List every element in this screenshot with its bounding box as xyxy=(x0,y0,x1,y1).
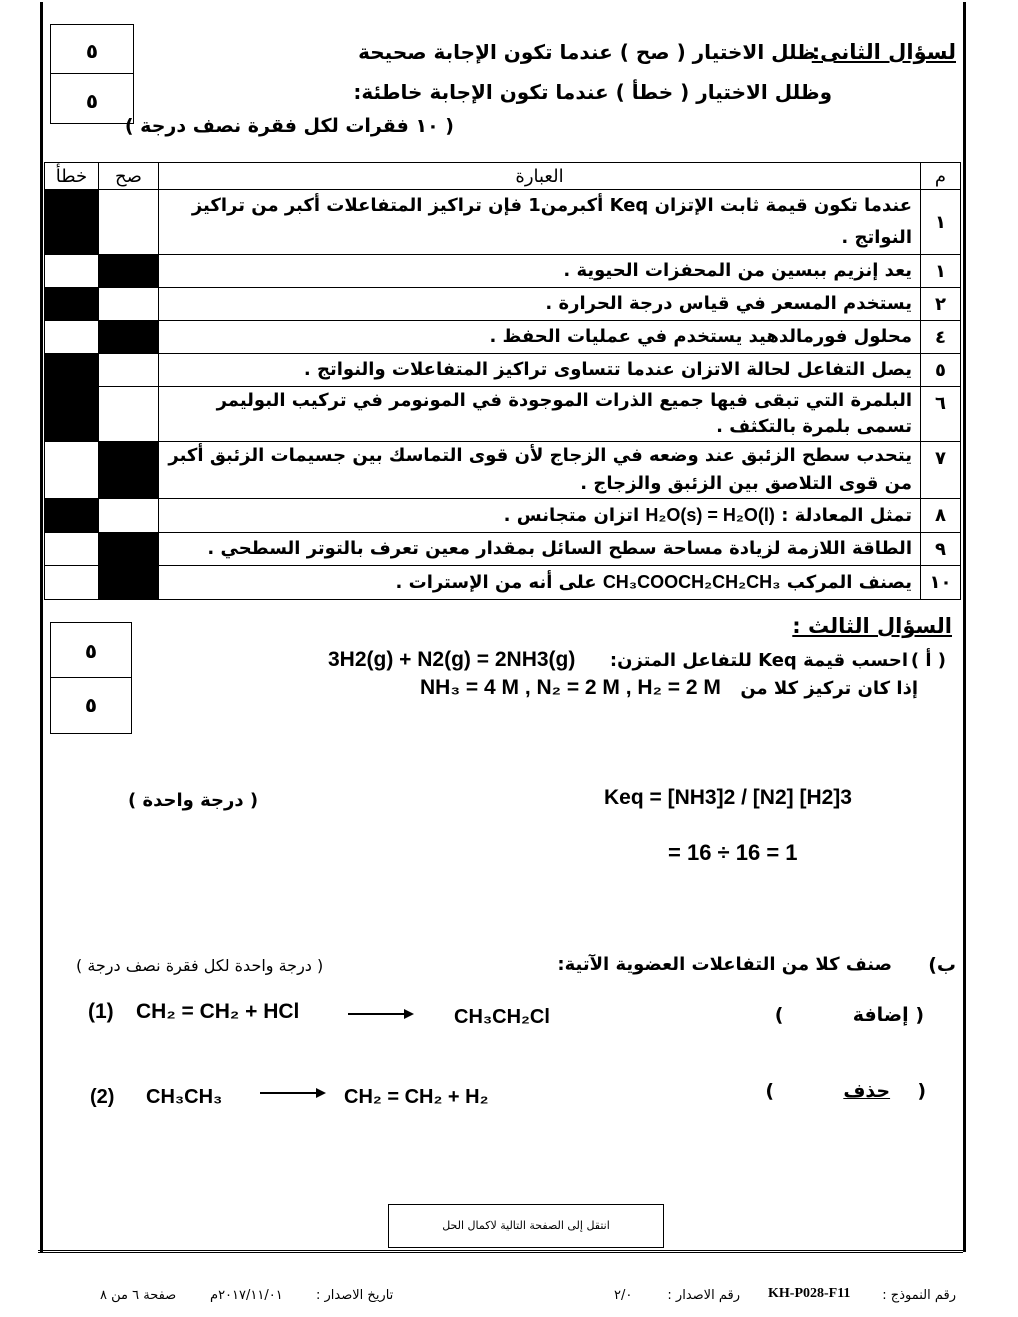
reaction-1-rhs: CH₃CH₂Cl xyxy=(454,1006,550,1028)
statement-cell xyxy=(159,566,921,600)
answer-false-cell[interactable] xyxy=(45,255,99,288)
answer-false-cell[interactable] xyxy=(45,566,99,600)
table-row xyxy=(45,442,961,499)
q3-part-a-text: احسب قيمة Keq للتفاعل المتزن: xyxy=(609,650,908,671)
q2-instruction-line2: وظلل الاختيار ( خطأ ) عندما تكون الإجابة خاطئة: xyxy=(353,80,832,104)
answer-true-cell[interactable] xyxy=(99,321,159,354)
reaction-1-lhs: CH₂ = CH₂ + HCl xyxy=(136,1000,300,1023)
answer-true-cell[interactable] xyxy=(99,533,159,566)
header-num: م xyxy=(921,163,961,190)
turn-page-note: انتقل إلى الصفحة التالية لاكمال الحل xyxy=(442,1219,610,1232)
statement-cell: يصل التفاعل لحالة الاتزان عندما تتساوى تراكيز المتفاعلات والنواتج . xyxy=(159,354,921,387)
q2-instruction-line1: ظلل الاختيار ( صح ) عندما تكون الإجابة صحيحة xyxy=(358,40,816,64)
row-number: ٦ xyxy=(921,387,961,442)
answer-false-cell[interactable] xyxy=(45,288,99,321)
page-frame-bottom xyxy=(38,1250,963,1253)
footer-form-code: KH-P028-F11 xyxy=(768,1286,851,1301)
q2-title: لسؤال الثانى: xyxy=(811,40,956,64)
answer-true-cell[interactable] xyxy=(99,499,159,533)
footer-page-text: صفحة ٦ من ٨ xyxy=(100,1288,177,1303)
keq-result: = 16 ÷ 16 = 1 xyxy=(668,840,798,865)
table-row xyxy=(45,321,961,354)
row-number: ٤ xyxy=(921,321,961,354)
statement-cell: يعد إنزيم ببسين من المحفزات الحيوية . xyxy=(159,255,921,288)
row-number: ٧ xyxy=(921,442,961,499)
reaction-2-number: (2) xyxy=(90,1086,115,1108)
statement-text-after: على أنه من الإسترات . xyxy=(395,572,597,593)
table-row xyxy=(45,255,961,288)
footer-date-value: ٢٠١٧/١١/٠١م xyxy=(210,1288,283,1303)
q3-part-b-label: ب) xyxy=(928,954,956,976)
row-number: ١٠ xyxy=(921,566,961,600)
q3-reaction xyxy=(328,648,575,672)
table-row xyxy=(45,533,961,566)
header-statement: العبارة xyxy=(159,163,921,190)
answer-false-cell[interactable] xyxy=(45,499,99,533)
q3-answer-marks: ( درجة واحدة ) xyxy=(128,790,259,811)
q2-score-bottom: ٥ xyxy=(85,89,99,113)
footer-version-label: رقم الاصدار : xyxy=(667,1288,740,1303)
footer-date-label: تاريخ الاصدار : xyxy=(316,1288,394,1303)
answer-false-cell[interactable] xyxy=(45,354,99,387)
answer-true-cell[interactable] xyxy=(99,442,159,499)
statement-cell xyxy=(159,499,921,533)
answer-false-cell[interactable] xyxy=(45,190,99,255)
statement-text-after: اتزان متجانس . xyxy=(503,505,640,526)
q3-title: السؤال الثالث : xyxy=(792,614,952,638)
answer-true-cell[interactable] xyxy=(99,288,159,321)
table-row xyxy=(45,288,961,321)
q2-table xyxy=(44,162,961,600)
keq-expression: Keq = [NH3]2 / [N2] [H2]3 xyxy=(604,786,852,809)
table-row xyxy=(45,354,961,387)
equation-water: H₂O(s) = H₂O(l) xyxy=(645,505,775,525)
answer-false-cell[interactable] xyxy=(45,387,99,442)
q2-marks-note: ( ١٠ فقرات لكل فقرة نصف درجة ) xyxy=(124,115,454,137)
answer-true-cell[interactable] xyxy=(99,354,159,387)
statement-cell: البلمرة التي تبقى فيها جميع الذرات الموجودة في المونومر في تركيب البوليمر تسمى بلمرة بالتكثف . xyxy=(159,387,921,442)
q3-score-top: ٥ xyxy=(84,639,98,663)
q3-score-box xyxy=(50,622,132,734)
q3-given-values: NH₃ = 4 M , N₂ = 2 M , H₂ = 2 M xyxy=(420,676,721,699)
equation-ester: CH₃COOCH₂CH₂CH₃ xyxy=(602,572,781,592)
reaction-1-arrow xyxy=(348,1006,414,1022)
statement-cell: محلول فورمالدهيد يستخدم في عمليات الحفظ . xyxy=(159,321,921,354)
statement-cell: يستخدم المسعر في قياس درجة الحرارة . xyxy=(159,288,921,321)
statement-cell: يتحدب سطح الزئبق عند وضعه في الزجاج لأن قوى التماسك بين جسيمات الزئبق أكبر من قوى التلاصق بين الزئبق والزجاج . xyxy=(159,442,921,499)
reaction-2-lhs: CH₃CH₃ xyxy=(146,1086,223,1108)
q3-part-a-label: ( أ ) xyxy=(910,650,946,671)
answer-false-cell[interactable] xyxy=(45,533,99,566)
reaction-text: 3H2(g) + N2(g) = 2NH3(g) xyxy=(328,648,576,671)
reaction-2-answer: ( حذف ) xyxy=(765,1080,926,1102)
answer-true-cell[interactable] xyxy=(99,566,159,600)
reaction-1-number: (1) xyxy=(88,1000,114,1023)
q3-score-bottom: ٥ xyxy=(84,693,98,717)
row-number: ١ xyxy=(921,190,961,255)
footer-version-value: ٢/٠ xyxy=(614,1288,633,1303)
answer-false-cell[interactable] xyxy=(45,321,99,354)
statement-cell: عندما تكون قيمة ثابت الإتزان Keq أكبرمن1 فإن تراكيز المتفاعلات أكبر من تراكيز النواتج . xyxy=(159,190,921,255)
row-number: ٩ xyxy=(921,533,961,566)
q2-score-box xyxy=(50,24,134,124)
reaction-2-arrow xyxy=(260,1085,326,1101)
row-number: ٥ xyxy=(921,354,961,387)
statement-cell: الطاقة اللازمة لزيادة مساحة سطح السائل بمقدار معين تعرف بالتوتر السطحي . xyxy=(159,533,921,566)
reaction-1-answer-text: إضافة xyxy=(852,1004,909,1026)
reaction-1-answer: ( إضافة ) xyxy=(774,1004,924,1026)
row-number: ٨ xyxy=(921,499,961,533)
table-row xyxy=(45,566,961,600)
header-true: صح xyxy=(99,163,159,190)
q3-given-prefix: إذا كان تركيز كلا من xyxy=(740,678,918,699)
table-row xyxy=(45,190,961,255)
statement-text-before: يصنف المركب xyxy=(786,572,912,593)
reaction-2-answer-text: حذف xyxy=(843,1080,891,1102)
row-number: ٢ xyxy=(921,288,961,321)
table-row xyxy=(45,387,961,442)
answer-true-cell[interactable] xyxy=(99,255,159,288)
q2-score-top: ٥ xyxy=(85,39,99,63)
reaction-2-rhs: CH₂ = CH₂ + H₂ xyxy=(344,1086,489,1108)
footer-form-label: رقم النموذج : xyxy=(882,1288,956,1303)
table-row xyxy=(45,499,961,533)
header-false: خطأ xyxy=(45,163,99,190)
answer-true-cell[interactable] xyxy=(99,190,159,255)
row-number: ١ xyxy=(921,255,961,288)
q3-part-b-marks: ( درجة واحدة لكل فقرة نصف درجة ) xyxy=(76,956,324,975)
answer-true-cell[interactable] xyxy=(99,387,159,442)
answer-false-cell[interactable] xyxy=(45,442,99,499)
q3-part-b-text: صنف كلا من التفاعلات العضوية الآتية: xyxy=(557,954,892,975)
statement-text-before: تمثل المعادلة : xyxy=(781,505,912,526)
turn-page-box xyxy=(388,1204,664,1248)
